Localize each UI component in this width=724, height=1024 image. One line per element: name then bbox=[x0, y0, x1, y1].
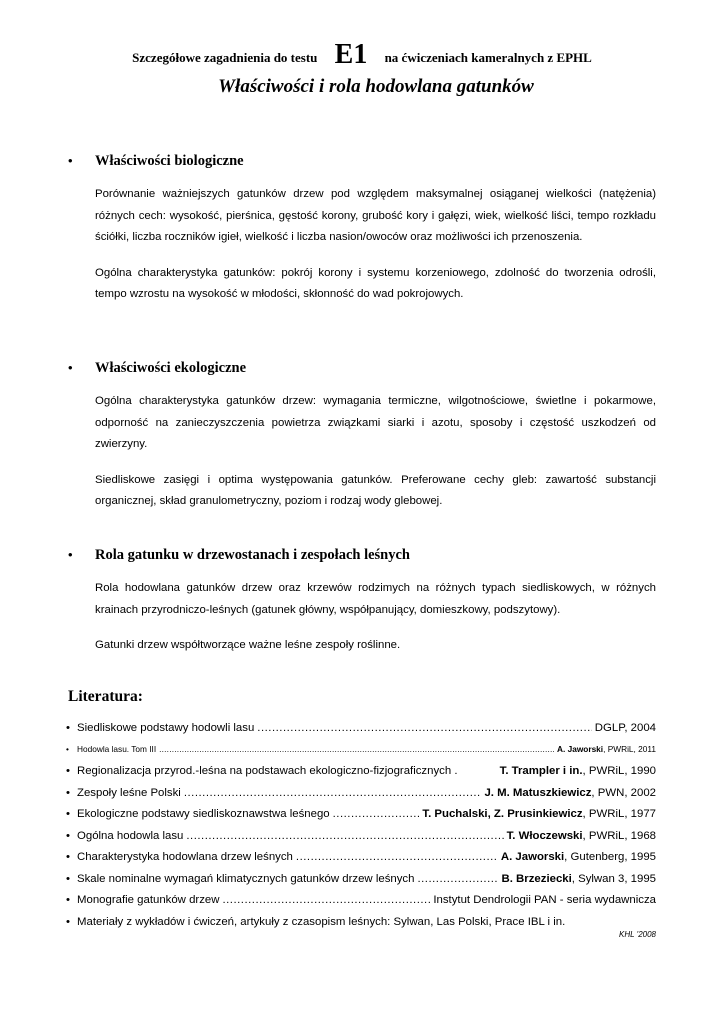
literature-author: T. Puchalski, Z. Prusinkiewicz bbox=[422, 808, 583, 820]
leader-dots bbox=[186, 830, 503, 842]
section-role bbox=[68, 547, 656, 657]
paragraph: Siedliskowe zasięgi i optima występowania gatunków. Preferowane cechy gleb: zawartość substancji organicznej, skład granulometryczny, poziom i rodzaj wody glebowej. bbox=[95, 473, 656, 507]
document-header bbox=[0, 38, 724, 70]
section-ecological bbox=[68, 360, 656, 513]
bullet-icon: • bbox=[66, 743, 69, 754]
section-heading bbox=[68, 360, 656, 377]
header-pre: Szczegółowe zagadnienia do testu bbox=[132, 50, 318, 65]
leader-dots bbox=[417, 873, 498, 885]
leader-dots bbox=[184, 787, 482, 799]
literature-publisher: , PWRiL, 1968 bbox=[582, 829, 656, 842]
literature-author: J. M. Matuszkiewicz bbox=[484, 786, 592, 799]
bullet-icon: • bbox=[68, 547, 73, 562]
literature-item bbox=[66, 744, 656, 766]
bullet-icon: • bbox=[68, 153, 73, 168]
literature-publisher: , PWRiL, 2011 bbox=[603, 743, 656, 754]
leader-dots bbox=[333, 808, 420, 820]
section-title: Rola gatunku w drzewostanach i zespołach leśnych bbox=[95, 547, 410, 563]
section-heading bbox=[68, 547, 656, 564]
paragraph: Porównanie ważniejszych gatunków drzew pod względem maksymalnej osiąganej wielkości (natężenia) różnych cech: wysokość, pierśnica, gęstość korony, grubość kory i gałęzi, wiek, wielkość liści, tempo rozkładu ściółki, liczba roczników igieł, wielkość i liczba nasion/owoców oraz możliwości ich przenoszenia. bbox=[95, 188, 656, 243]
bullet-icon: • bbox=[66, 786, 70, 799]
literature-text: Monografie gatunków drzew bbox=[77, 894, 220, 906]
bullet-icon: • bbox=[66, 808, 70, 820]
literature-item bbox=[66, 830, 656, 852]
literature-publisher: , PWRiL, 1990 bbox=[582, 765, 656, 777]
paragraph: Ogólna charakterystyka gatunków: pokrój korony i systemu korzeniowego, zdolność do tworzenia odrośli, tempo wzrostu na wysokość w młodości, skłonność do wad pokrojowych. bbox=[95, 266, 656, 300]
literature-item bbox=[66, 722, 656, 744]
literature-text: Zespoły leśne Polski bbox=[77, 786, 181, 799]
literature-publisher: , Sylwan 3, 1995 bbox=[571, 872, 656, 885]
literature-author: A. Jaworski bbox=[556, 743, 604, 754]
leader-dots bbox=[222, 894, 430, 906]
literature-item bbox=[66, 894, 656, 916]
literature-author: T. Włoczewski bbox=[506, 829, 583, 842]
header-post: na ćwiczeniach kameralnych z EPHL bbox=[384, 50, 592, 65]
paragraph: Ogólna charakterystyka gatunków drzew: wymagania termiczne, wilgotnościowe, świetlne i pokarmowe, odporność na zanieczyszczenia powietrza związkami siarki i azotu, sposoby i częstość uszkodzeń od zwierzyny. bbox=[95, 395, 656, 450]
literature-item bbox=[66, 765, 656, 787]
literature-text: Charakterystyka hodowlana drzew leśnych bbox=[77, 851, 293, 863]
section-title: Właściwości biologiczne bbox=[95, 153, 244, 169]
literature-author: A. Jaworski bbox=[500, 851, 565, 863]
document-subtitle: Właściwości i rola hodowlana gatunków bbox=[218, 76, 534, 97]
literature-publisher: DGLP, 2004 bbox=[594, 722, 656, 734]
test-code: E1 bbox=[334, 39, 368, 70]
paragraph: Gatunki drzew współtworzące ważne leśne zespoły roślinne. bbox=[95, 639, 401, 651]
literature-publisher: , Gutenberg, 1995 bbox=[564, 851, 656, 863]
bullet-icon: • bbox=[66, 765, 70, 777]
bullet-icon: • bbox=[68, 360, 73, 375]
literature-list bbox=[66, 722, 656, 937]
literature-item bbox=[66, 787, 656, 809]
literature-text: Skale nominalne wymagań klimatycznych gatunków drzew leśnych bbox=[77, 872, 415, 885]
literature-author: B. Brzeziecki bbox=[501, 872, 572, 885]
literature-publisher: Instytut Dendrologii PAN - seria wydawnicza bbox=[433, 894, 656, 906]
literature-text: Siedliskowe podstawy hodowli lasu bbox=[77, 722, 255, 734]
leader-dots bbox=[159, 744, 554, 754]
literature-item bbox=[66, 851, 656, 873]
leader-dots bbox=[257, 722, 591, 734]
literature-publisher: , PWN, 2002 bbox=[591, 786, 656, 799]
literature-item bbox=[66, 873, 656, 895]
literature-text: Regionalizacja przyrod.-leśna na podstawach ekologiczno-fizjograficznych . bbox=[77, 765, 458, 777]
section-title: Właściwości ekologiczne bbox=[95, 360, 247, 376]
paragraph: Rola hodowlana gatunków drzew oraz krzewów rodzimych na różnych typach siedliskowych, w różnych krainach przyrodniczo-leśnych (gatunek główny, współpanujący, domieszkowy, podszytowy). bbox=[95, 582, 656, 616]
literature-text: Materiały z wykładów i ćwiczeń, artykuły z czasopism leśnych: Sylwan, Las Polski, Prace IBL i in. bbox=[77, 915, 566, 928]
bullet-icon: • bbox=[66, 915, 70, 928]
literature-item bbox=[66, 916, 656, 938]
literature-author: T. Trampler i in. bbox=[499, 765, 583, 777]
bullet-icon: • bbox=[66, 872, 70, 885]
literature-item bbox=[66, 808, 656, 830]
literature-text: Ogólna hodowla lasu bbox=[77, 829, 184, 842]
section-heading bbox=[68, 153, 656, 170]
literature-text: Hodowla lasu. Tom III bbox=[77, 743, 157, 754]
bullet-icon: • bbox=[66, 851, 70, 863]
literature-title: Literatura: bbox=[68, 688, 143, 705]
bullet-icon: • bbox=[66, 722, 70, 734]
literature-text: Ekologiczne podstawy siedliskoznawstwa leśnego bbox=[77, 808, 330, 820]
bullet-icon: • bbox=[66, 894, 70, 906]
bullet-icon: • bbox=[66, 829, 70, 842]
literature-publisher: , PWRiL, 1977 bbox=[582, 808, 656, 820]
footer-signature: KHL '2008 bbox=[619, 930, 656, 939]
section-biological bbox=[68, 153, 656, 306]
leader-dots bbox=[296, 851, 498, 863]
